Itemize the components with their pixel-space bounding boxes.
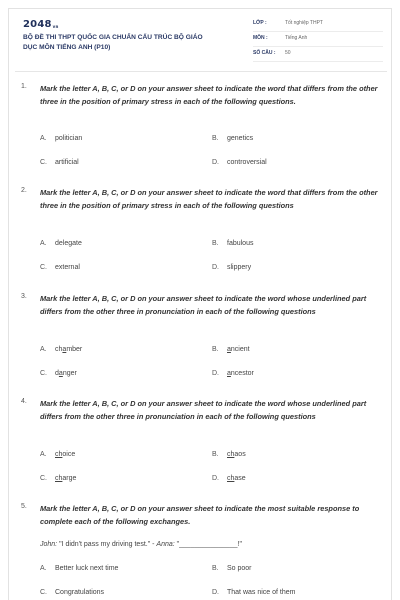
answer-option-b[interactable]: B. genetics (212, 135, 254, 142)
question-number: 4. (21, 398, 27, 405)
answer-option-b[interactable]: B. chaos (212, 451, 246, 458)
header-divider (15, 71, 387, 72)
answer-option-d[interactable]: D. That was nice of them (212, 589, 296, 596)
question-text: Mark the letter A, B, C, or D on your answer sheet to indicate the word whose underlined part differs from the other three in pronunciation in each of the following questions (40, 399, 367, 421)
question-number: 1. (21, 83, 27, 90)
exam-title: BỘ ĐỀ THI THPT QUỐC GIA CHUẨN CẤU TRÚC BỘ GIÁO DỤC MÔN TIẾNG ANH (P10) (23, 34, 203, 51)
answer-option-b[interactable]: B. fabulous (212, 240, 254, 247)
answer-option-d[interactable]: D. chase (212, 475, 246, 482)
answer-option-b[interactable]: B. So poor (212, 565, 252, 572)
question-text: Mark the letter A, B, C, or D on your answer sheet to indicate the most suitable response to complete each of the following exchanges. (40, 504, 360, 526)
site-logo[interactable]: $2048_{vn}$ (23, 19, 59, 30)
answer-option-c[interactable]: C. Congratulations (40, 589, 105, 596)
exchange-dialog: John: "I didn't pass my driving test." - Anna: "_______________!" (40, 541, 242, 548)
answer-option-a[interactable]: A. Better luck next time (40, 565, 119, 572)
exam-meta (253, 17, 383, 62)
answer-option-a[interactable]: A. politician (40, 135, 83, 142)
answer-option-c[interactable]: C. artificial (40, 159, 79, 166)
answer-option-a[interactable]: A. chamber (40, 346, 83, 353)
answer-option-c[interactable]: C. danger (40, 370, 77, 377)
question-number: 5. (21, 503, 27, 510)
meta-subject: MÔN : Tiếng Anh (253, 32, 383, 47)
question-number: 3. (21, 293, 27, 300)
answer-option-d[interactable]: D. controversial (212, 159, 267, 166)
answer-option-c[interactable]: C. external (40, 264, 80, 271)
answer-option-d[interactable]: D. slippery (212, 264, 252, 271)
exam-header (9, 9, 393, 75)
exam-page (8, 8, 392, 600)
question-text: Mark the letter A, B, C, or D on your answer sheet to indicate the word that differs from the other three in the position of primary stress in each of the following questions (40, 188, 378, 210)
answer-option-a[interactable]: A. delegate (40, 240, 82, 247)
question-text: Mark the letter A, B, C, or D on your answer sheet to indicate the word whose underlined part differs from the other three in pronunciation in each of the following questions (40, 294, 367, 316)
question-text: Mark the letter A, B, C, or D on your answer sheet to indicate the word that differs from the other three in the position of primary stress in each of the following questions. (40, 84, 378, 106)
answer-option-d[interactable]: D. ancestor (212, 370, 254, 377)
answer-option-b[interactable]: B. ancient (212, 346, 250, 353)
meta-class: LỚP : Tốt nghiệp THPT (253, 17, 383, 32)
answer-option-a[interactable]: A. choice (40, 451, 76, 458)
question-number: 2. (21, 187, 27, 194)
answer-option-c[interactable]: C. charge (40, 475, 77, 482)
meta-question-count: SỐ CÂU : 50 (253, 47, 383, 62)
